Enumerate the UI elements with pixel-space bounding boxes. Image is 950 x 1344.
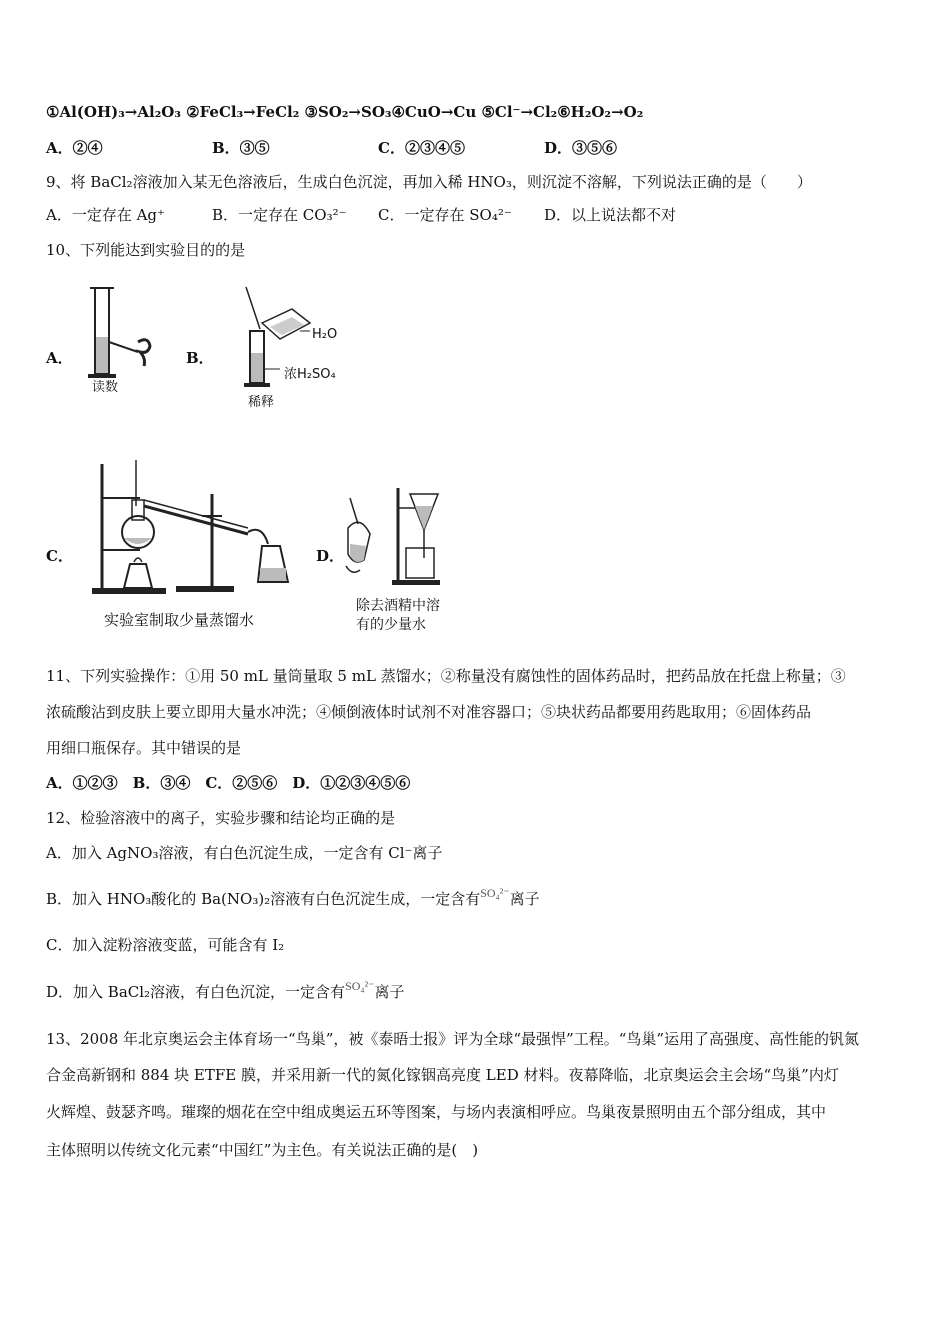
q8-reactions: ①Al(OH)₃→Al₂O₃ ②FeCl₃→FeCl₂ ③SO₂→SO₃④CuO→Cu ⑤Cl⁻→Cl₂⑥H₂O₂→O₂ [46,103,644,121]
q11-stem-line3: 用细口瓶保存。其中错误的是 [46,739,242,757]
q13-stem-line4: 主体照明以传统文化元素“中国红”为主色。有关说法正确的是( ) [46,1141,479,1159]
q11-options: A．①②③ B．③④ C．②⑤⑥ D．①②③④⑤⑥ [46,774,411,792]
q9-option-c: C．一定存在 SO₄²⁻ [378,206,512,224]
q8-options [46,138,617,158]
q10-label-c: C． [46,547,73,565]
q12-option-d-suffix: 离子 [374,983,405,1001]
q12-option-d [46,979,405,1003]
q10-label-a: A． [46,349,73,367]
q12-option-d-text: D．加入 BaCl₂溶液，有白色沉淀，一定含有 [46,983,346,1001]
q8-option-d: D．③⑤⑥ [544,139,618,157]
q12-option-b [46,886,540,910]
q8-option-c: C．②③④⑤ [378,139,465,157]
q8-option-b: B．③⑤ [212,139,270,157]
q9-option-a: A．一定存在 Ag⁺ [46,206,165,224]
q11-stem-line2: 浓硫酸沾到皮肤上要立即用大量水冲洗；④倾倒液体时试剂不对准容器口；⑤块状药品都要用药匙取用；⑥固体药品 [46,703,812,721]
q10-figure-b-caption: 稀释 [248,395,275,410]
q9-options [46,205,676,225]
q10-stem: 10、下列能达到实验目的的是 [46,241,246,259]
q12-option-a: A．加入 AgNO₃溶液，有白色沉淀生成，一定含有 Cl⁻离子 [46,844,443,862]
q12-option-c: C．加入淀粉溶液变蓝，可能含有 I₂ [46,936,285,954]
q10-figure-d-separatory-funnel [340,484,450,594]
q12-stem: 12、检验溶液中的离子，实验步骤和结论均正确的是 [46,809,396,827]
q10-label-d: D． [316,547,345,565]
q12-option-b-suffix: 离子 [509,890,540,908]
q9-stem: 9、将 BaCl₂溶液加入某无色溶液后，生成白色沉淀，再加入稀 HNO₃，则沉淀不溶解，下列说法正确的是（ ） [46,173,812,191]
q13-stem-line3: 火辉煌、鼓瑟齐鸣。璀璨的烟花在空中组成奥运五环等图案，与场内表演相呼应。鸟巢夜景照明由五个部分组成，其中 [46,1103,827,1121]
q10-figure-d-caption-line1: 除去酒精中溶 [356,598,440,614]
q10-figure-b-acid-label: 浓H₂SO₄ [284,367,336,382]
q12-option-b-ion: SO₄²⁻ [480,886,510,900]
q12-option-b-text: B．加入 HNO₃酸化的 Ba(NO₃)₂溶液有白色沉淀生成，一定含有 [46,890,481,908]
q11-stem-line1: 11、下列实验操作：①用 50 mL 量筒量取 5 mL 蒸馏水；②称量没有腐蚀性的固体药品时，把药品放在托盘上称量；③ [46,667,846,685]
q8-option-a: A．②④ [46,139,103,157]
q10-figure-c-distillation [88,456,296,606]
q10-figure-b-water-label: H₂O [312,327,338,342]
q10-figure-a-caption: 读数 [92,380,119,395]
q13-stem-line2: 合金高新钢和 884 块 ETFE 膜，并采用新一代的氮化镓铟高亮度 LED 材料。夜幕降临，北京奥运会主会场“鸟巢”内灯 [46,1066,839,1084]
q12-option-d-ion: SO₄²⁻ [345,979,375,993]
q10-figure-c-caption: 实验室制取少量蒸馏水 [104,611,255,629]
q9-option-d: D．以上说法都不对 [544,206,677,224]
q10-label-b: B． [186,349,214,367]
q13-stem-line1: 13、2008 年北京奥运会主体育场一“鸟巢”，被《泰晤士报》评为全球“最强悍”工程。“鸟巢”运用了高强度、高性能的钒氮 [46,1030,860,1048]
q10-figure-d-caption-line2: 有的少量水 [356,617,426,633]
q9-option-b: B．一定存在 CO₃²⁻ [212,206,347,224]
